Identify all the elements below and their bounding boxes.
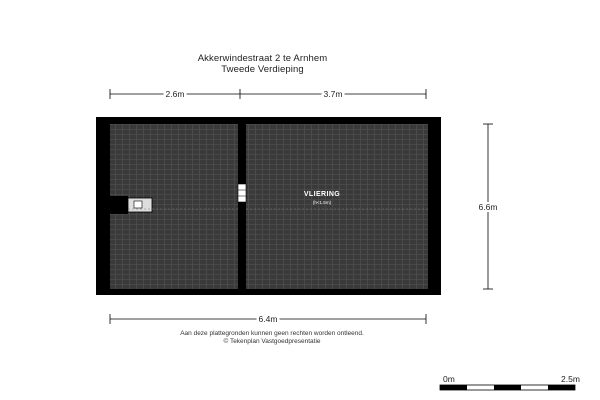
dimension-line-top bbox=[110, 89, 426, 99]
dimension-label-top-right: 3.7m bbox=[323, 89, 343, 99]
scale-label-start: 0m bbox=[443, 374, 455, 384]
dimension-label-right: 6.6m bbox=[478, 202, 498, 212]
scale-label-end: 2.5m bbox=[561, 374, 580, 384]
room-name-vliering: VLIERING bbox=[303, 191, 341, 198]
room-floor-right bbox=[246, 124, 428, 289]
partition-door[interactable] bbox=[238, 184, 246, 202]
chimney-block bbox=[110, 196, 128, 214]
plan-title-floor: Tweede Verdieping bbox=[221, 64, 304, 75]
disclaimer-text: Aan deze plattegronden kunnen geen rechten worden ontleend. bbox=[180, 330, 364, 337]
dimension-label-bottom: 6.4m bbox=[258, 314, 278, 324]
dimension-label-top-left: 2.6m bbox=[165, 89, 185, 99]
scale-bar bbox=[440, 385, 575, 390]
copyright-text: © Tekenplan Vastgoedpresentatie bbox=[223, 338, 321, 345]
plan-title-address: Akkerwindestraat 2 te Arnhem bbox=[197, 53, 328, 64]
stair-hatch-inner bbox=[134, 201, 142, 208]
room-height-note: (h<1.5m) bbox=[312, 200, 332, 205]
